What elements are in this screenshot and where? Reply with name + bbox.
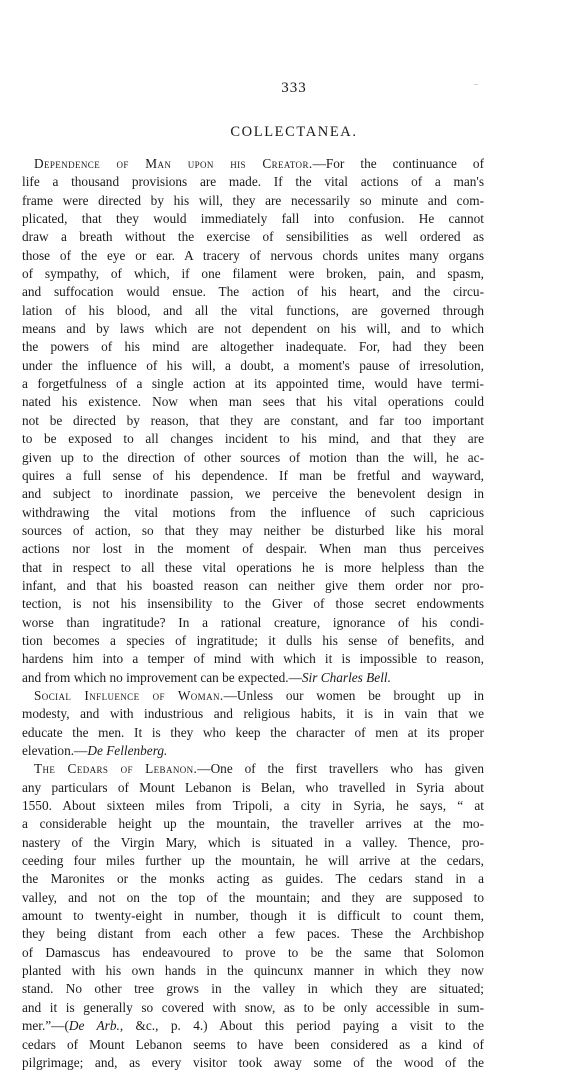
text-run: draw a breath without the exercise of sensibilities as well ordered as <box>22 229 484 245</box>
text-run: ceeding four miles further up the mountain, he will arrive at the cedars, <box>22 853 484 869</box>
italic-text: De Fellenberg. <box>87 743 168 758</box>
text-line <box>22 834 484 852</box>
text-run: lation of his blood, and all the vital functions, are governed through <box>22 302 484 318</box>
text-line <box>22 522 484 540</box>
text-line <box>22 999 484 1017</box>
text-line <box>22 980 484 998</box>
section-heading: The Cedars of Lebanon. <box>34 761 198 777</box>
text-line <box>22 467 484 485</box>
text-run: under the influence of his will, a doubt, a moment's pause of irresolution, <box>22 357 484 373</box>
text-line <box>22 247 484 265</box>
text-line <box>22 283 484 301</box>
text-run: plicated, that they would immediately fall into confusion. He cannot <box>22 211 484 227</box>
running-head: COLLECTANEA. <box>230 124 358 140</box>
text-line <box>22 540 484 558</box>
text-run: of sympathy, of which, if one filament were broken, pain, and spasm, <box>22 266 484 282</box>
text-run: withdrawing the vital motions from the influence of such capricious <box>22 504 484 520</box>
text-run: given up to the direction of other sources of motion than the will, he ac- <box>22 449 484 465</box>
text-run: modesty, and with industrious and religious habits, it is in vain that we <box>22 706 484 722</box>
text-run: planted with his own hands in the quincunx manner in which they now <box>22 963 484 979</box>
text-line <box>22 724 484 742</box>
text-run: they being distant from each other a few paces. These the Archbishop <box>22 926 484 942</box>
text-run: not be directed by reason, that they are constant, and far too important <box>22 412 484 428</box>
text-line <box>22 944 484 962</box>
text-run: that in respect to all these vital operations he is more helpless than the <box>22 559 484 575</box>
text-run: and subject to inordinate passion, we perceive the benevolent design in <box>22 486 484 502</box>
text-run: any particulars of Mount Lebanon is Belan, who travelled in Syria about <box>22 779 484 795</box>
text-run: and it is generally so covered with snow, as to be only accessible in sum- <box>22 999 484 1015</box>
text-line <box>22 430 484 448</box>
text-line <box>22 302 484 320</box>
text-run: tion becomes a species of ingratitude; it dulls his sense of benefits, and <box>22 632 484 648</box>
section-heading: Social Influence of Woman. <box>34 687 224 703</box>
text-line <box>22 669 484 687</box>
text-line <box>22 889 484 907</box>
text-line <box>22 962 484 980</box>
text-line <box>22 449 484 467</box>
text-line <box>22 320 484 338</box>
text-line <box>22 228 484 246</box>
text-run: those of the eye or ear. A tracery of nervous chords unites many organs <box>22 247 484 263</box>
text-line <box>22 760 484 778</box>
text-line <box>22 210 484 228</box>
text-run: and from which no improvement can be expected.— <box>22 669 302 685</box>
text-line <box>22 742 484 760</box>
text-line <box>22 852 484 870</box>
text-run: nastery of the Virgin Mary, which is situated in a valley. Thence, pro- <box>22 834 484 850</box>
text-run: , &c., p. 4.) About this period paying a visit to the <box>119 1018 485 1034</box>
text-run: —One of the first travellers who has given <box>197 761 485 777</box>
text-line <box>22 357 484 375</box>
text-line <box>22 173 484 191</box>
text-run: stand. No other tree grows in the valley in which they are situated; <box>22 981 484 997</box>
text-line <box>22 614 484 632</box>
italic-text: Sir Charles Bell. <box>301 669 391 685</box>
text-run: and suffocation would ensue. The action of his heart, and the circu- <box>22 284 484 300</box>
text-line <box>22 412 484 430</box>
text-line <box>22 375 484 393</box>
text-run: infant, and that his boasted reason can neither give them order nor pro- <box>22 577 484 593</box>
text-run: the Maronites or the monks acting as guides. The cedars stand in a <box>22 871 484 887</box>
text-run: —Unless our women be brought up in <box>223 687 484 703</box>
text-run: tection, is not his insensibility to the Giver of those secret endowments <box>22 596 484 612</box>
text-line <box>22 192 484 210</box>
text-line <box>22 265 484 283</box>
text-line <box>22 1054 484 1072</box>
text-run: mer.”—( <box>22 1018 69 1034</box>
text-run: means and by laws which are not dependent on his will, and to which <box>22 321 484 337</box>
text-line <box>22 779 484 797</box>
text-line <box>22 393 484 411</box>
text-line <box>22 705 484 723</box>
text-run: valley, and not on the top of the mountain; and they are supposed to <box>22 889 484 905</box>
text-run: —For the continuance of <box>312 156 484 171</box>
text-line <box>22 155 484 173</box>
body-text <box>22 155 484 1072</box>
text-line <box>22 907 484 925</box>
text-line <box>22 650 484 668</box>
text-run: elevation.— <box>22 743 88 758</box>
text-line <box>22 338 484 356</box>
text-line <box>22 1036 484 1054</box>
text-run: sources of action, so that they may neither be disturbed like his moral <box>22 522 484 538</box>
text-line <box>22 687 484 705</box>
text-run: quires a full sense of his dependence. If man be fretful and wayward, <box>22 467 484 483</box>
text-run: to be exposed to all changes incident to his mind, and that they are <box>22 431 484 447</box>
page-number: 333 <box>281 80 307 96</box>
text-run: the powers of his mind are altogether inadequate. For, had they been <box>22 339 484 355</box>
text-run: educate the men. It is they who keep the character of men at its proper <box>22 724 484 740</box>
text-run: 1550. About sixteen miles from Tripoli, a city in Syria, he says, “ at <box>22 798 484 814</box>
text-run: worse than ingratitude? In a rational creature, ignorance of his condi- <box>22 614 484 630</box>
text-line <box>22 559 484 577</box>
text-run: a considerable height up the mountain, the traveller arrives at the mo- <box>22 816 484 832</box>
text-run: pilgrimage; and, as every visitor took away some of the wood of the <box>22 1054 484 1070</box>
text-run: of Damascus has endeavoured to prove to be the same that Solomon <box>22 944 484 960</box>
text-run: cedars of Mount Lebanon seems to have been considered as a kind of <box>22 1036 484 1052</box>
corner-mark: .. <box>474 78 478 87</box>
text-line <box>22 925 484 943</box>
text-run: life a thousand provisions are made. If the vital actions of a man's <box>22 174 484 190</box>
text-line <box>22 1017 484 1035</box>
text-line <box>22 504 484 522</box>
text-run: frame were directed by his will, they are necessarily so minute and com- <box>22 192 484 208</box>
text-line <box>22 815 484 833</box>
section-heading: Dependence of Man upon his Creator. <box>34 156 313 171</box>
text-run: a forgetfulness of a single action at its appointed time, would have termi- <box>22 376 484 392</box>
text-run: nated his existence. Now when man sees that his vital operations could <box>22 394 484 410</box>
italic-text: De Arb. <box>68 1018 120 1034</box>
text-line <box>22 485 484 503</box>
text-line <box>22 797 484 815</box>
text-line <box>22 870 484 888</box>
text-run: actions nor lost in the moment of despair. When man thus perceives <box>22 541 484 557</box>
text-line <box>22 577 484 595</box>
text-line <box>22 595 484 613</box>
text-run: hardens him into a temper of mind with which it is impossible to reason, <box>22 651 484 667</box>
text-line <box>22 632 484 650</box>
text-run: amount to twenty-eight in number, though it is difficult to count them, <box>22 908 484 924</box>
